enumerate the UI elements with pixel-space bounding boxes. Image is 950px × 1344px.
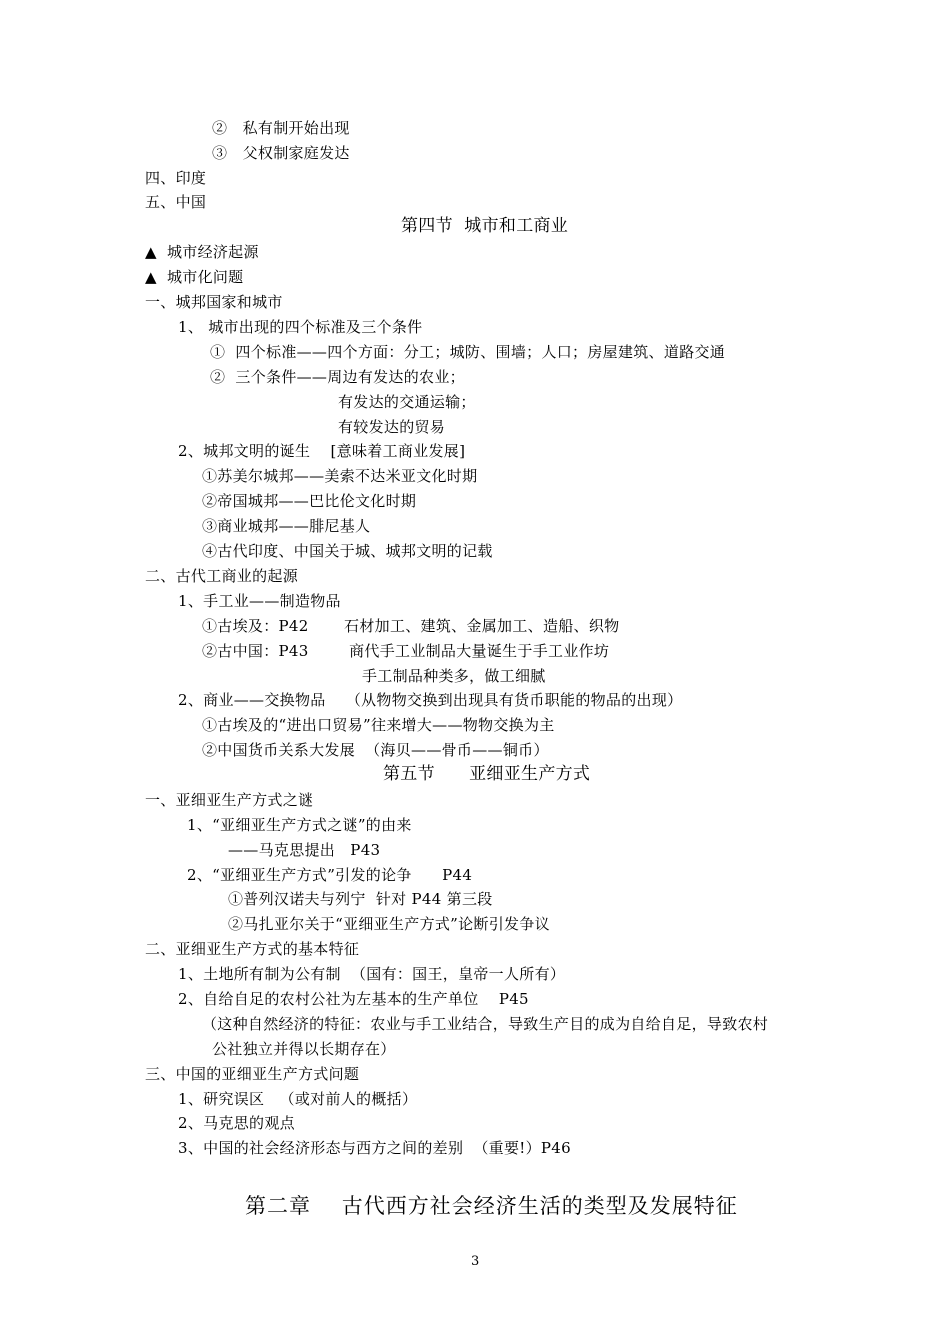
- line-item: 2、“亚细亚生产方式”引发的论争 P44: [187, 866, 473, 884]
- line-item: 1、研究误区 （或对前人的概括）: [178, 1090, 418, 1108]
- line-item: ②中国货币关系大发展 （海贝——骨币——铜币）: [202, 741, 549, 759]
- line-item: 1、手工业——制造物品: [178, 592, 341, 610]
- line-item: 有较发达的贸易: [338, 418, 446, 436]
- line-item: 2、马克思的观点: [178, 1114, 295, 1132]
- line-item: ▲ 城市经济起源: [145, 243, 259, 261]
- line-item: ③商业城邦——腓尼基人: [202, 517, 371, 535]
- line-item: ①苏美尔城邦——美索不达米亚文化时期: [202, 467, 478, 485]
- line-item: 二、古代工商业的起源: [145, 567, 299, 585]
- line-item: 三、中国的亚细亚生产方式问题: [145, 1065, 360, 1083]
- line-item: ① 四个标准——四个方面：分工；城防、围墙；人口；房屋建筑、道路交通: [210, 343, 726, 361]
- line-item: 1、“亚细亚生产方式之谜”的由来: [187, 816, 412, 834]
- section-heading: 第五节 亚细亚生产方式: [383, 764, 591, 784]
- line-item: 五、中国: [145, 193, 207, 211]
- line-item: ①普列汉诺夫与列宁 针对 P44 第三段: [228, 890, 493, 908]
- line-item: 二、亚细亚生产方式的基本特征: [145, 940, 360, 958]
- line-item: ② 三个条件——周边有发达的农业；: [210, 368, 465, 386]
- line-item: ▲ 城市化问题: [145, 268, 244, 286]
- line-item: ②马扎亚尔关于“亚细亚生产方式”论断引发争议: [228, 915, 550, 933]
- line-item: 手工制品种类多，做工细腻: [362, 667, 546, 685]
- line-item: ②古中国：P43 商代手工业制品大量诞生于手工业作坊: [202, 642, 610, 660]
- line-item: ② 私有制开始出现: [212, 119, 350, 137]
- line-item: 一、亚细亚生产方式之谜: [145, 791, 314, 809]
- line-item: ——马克思提出 P43: [228, 841, 381, 859]
- line-item: ①古埃及：P42 石材加工、建筑、金属加工、造船、织物: [202, 617, 620, 635]
- line-item: 1、土地所有制为公有制 （国有：国王，皇帝一人所有）: [178, 965, 566, 983]
- line-item: ①古埃及的“进出口贸易”往来增大——物物交换为主: [202, 716, 555, 734]
- line-item: 2、自给自足的农村公社为左基本的生产单位 P45: [178, 990, 529, 1008]
- line-item: 3、中国的社会经济形态与西方之间的差别 （重要!）P46: [178, 1139, 571, 1157]
- line-item: ③ 父权制家庭发达: [212, 144, 350, 162]
- line-item: 有发达的交通运输；: [338, 393, 476, 411]
- line-item: 四、印度: [145, 169, 207, 187]
- line-item: （这种自然经济的特征：农业与手工业结合，导致生产目的成为自给自足，导致农村: [202, 1015, 769, 1033]
- line-item: 1、 城市出现的四个标准及三个条件: [178, 318, 423, 336]
- chapter-title: 第二章 古代西方社会经济生活的类型及发展特征: [245, 1194, 738, 1218]
- line-item: 2、城邦文明的诞生 [意味着工商业发展]: [178, 442, 466, 460]
- line-item: 2、商业——交换物品 （从物物交换到出现具有货币职能的物品的出现）: [178, 691, 683, 709]
- line-item: 公社独立并得以长期存在）: [212, 1040, 396, 1058]
- line-item: 一、城邦国家和城市: [145, 293, 283, 311]
- line-item: ④古代印度、中国关于城、城邦文明的记载: [202, 542, 493, 560]
- section-heading: 第四节 城市和工商业: [401, 216, 569, 236]
- line-item: ②帝国城邦——巴比伦文化时期: [202, 492, 417, 510]
- page-number: 3: [471, 1254, 480, 1269]
